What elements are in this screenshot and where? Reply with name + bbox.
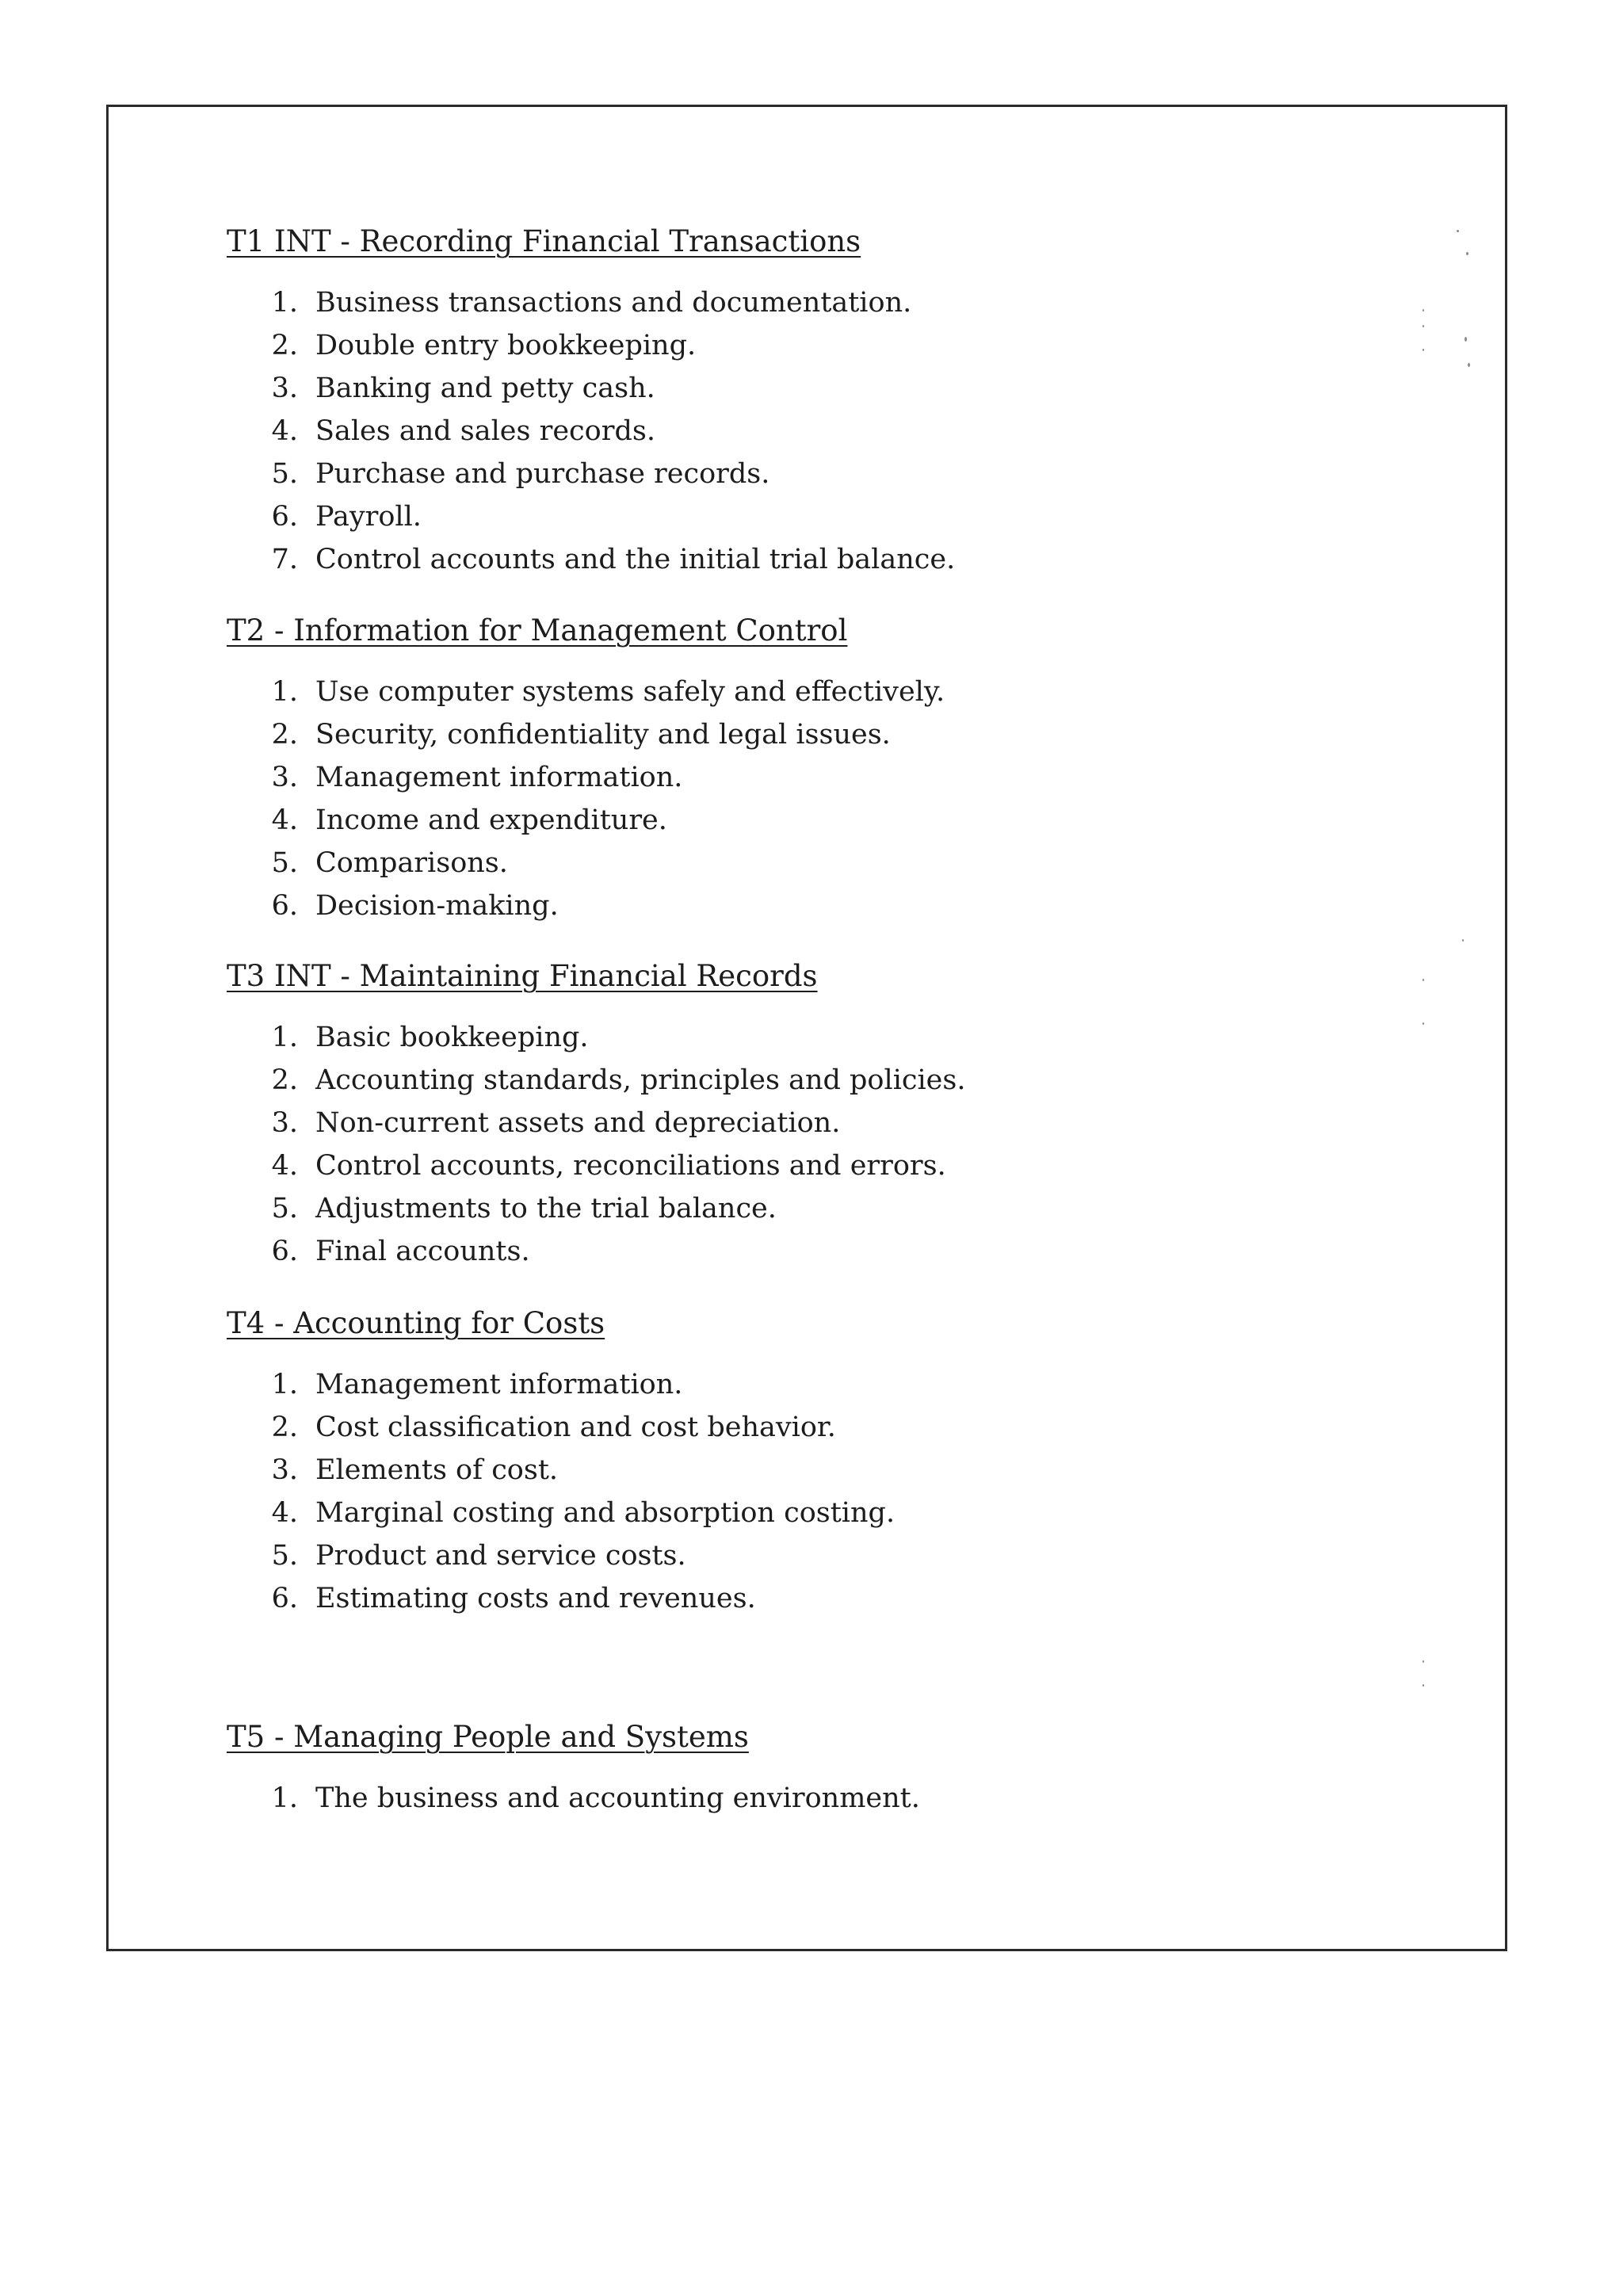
item-list xyxy=(227,1363,1336,1620)
list-item xyxy=(227,756,1336,799)
item-list xyxy=(227,1016,1336,1273)
item-text: Estimating costs and revenues. xyxy=(315,1583,756,1614)
list-item xyxy=(227,1492,1336,1534)
item-number: 5. xyxy=(271,458,298,490)
item-number: 4. xyxy=(271,415,298,447)
item-text: Product and service costs. xyxy=(315,1540,686,1572)
list-item xyxy=(227,1102,1336,1144)
item-text: Accounting standards, principles and policies. xyxy=(315,1064,966,1096)
section-heading: T4 - Accounting for Costs xyxy=(227,1306,605,1340)
item-text: Control accounts, reconciliations and errors. xyxy=(315,1150,946,1182)
item-list xyxy=(227,281,1336,581)
item-number: 3. xyxy=(271,1107,298,1139)
item-number: 1. xyxy=(271,287,298,319)
list-item xyxy=(227,324,1336,367)
item-number: 1. xyxy=(271,1369,298,1400)
item-number: 1. xyxy=(271,1022,298,1053)
item-text: Final accounts. xyxy=(315,1236,530,1267)
item-text: Business transactions and documentation. xyxy=(315,287,912,319)
item-list xyxy=(227,670,1336,927)
item-number: 3. xyxy=(271,762,298,793)
item-number: 5. xyxy=(271,1540,298,1572)
list-item xyxy=(227,281,1336,324)
item-number: 6. xyxy=(271,501,298,533)
item-text: Basic bookkeeping. xyxy=(315,1022,589,1053)
list-item xyxy=(227,713,1336,756)
list-item xyxy=(227,842,1336,884)
item-text: Cost classification and cost behavior. xyxy=(315,1412,836,1443)
item-number: 2. xyxy=(271,1064,298,1096)
list-item xyxy=(227,799,1336,842)
section-t2 xyxy=(227,613,1336,922)
list-item xyxy=(227,670,1336,713)
item-list xyxy=(227,1777,1336,1820)
item-text: Sales and sales records. xyxy=(315,415,655,447)
item-number: 7. xyxy=(271,544,298,575)
list-item xyxy=(227,453,1336,495)
list-item xyxy=(227,1406,1336,1449)
item-text: Use computer systems safely and effectively. xyxy=(315,676,945,708)
list-item xyxy=(227,410,1336,453)
list-item xyxy=(227,367,1336,410)
list-item xyxy=(227,1187,1336,1230)
item-number: 4. xyxy=(271,1150,298,1182)
item-number: 2. xyxy=(271,330,298,361)
section-t3 xyxy=(227,959,1336,1267)
item-number: 5. xyxy=(271,847,298,879)
item-text: Elements of cost. xyxy=(315,1454,559,1486)
item-number: 2. xyxy=(271,1412,298,1443)
item-number: 3. xyxy=(271,372,298,404)
section-t5 xyxy=(227,1720,1336,1814)
section-heading: T1 INT - Recording Financial Transactions xyxy=(227,224,861,258)
item-number: 5. xyxy=(271,1193,298,1224)
list-item xyxy=(227,1777,1336,1820)
item-text: Income and expenditure. xyxy=(315,804,667,836)
item-text: Adjustments to the trial balance. xyxy=(315,1193,777,1224)
item-text: The business and accounting environment. xyxy=(315,1782,920,1814)
item-text: Marginal costing and absorption costing. xyxy=(315,1497,896,1529)
list-item xyxy=(227,1059,1336,1102)
item-number: 2. xyxy=(271,719,298,751)
item-number: 1. xyxy=(271,1782,298,1814)
item-number: 4. xyxy=(271,1497,298,1529)
item-text: Decision-making. xyxy=(315,890,559,922)
list-item xyxy=(227,884,1336,927)
section-heading: T3 INT - Maintaining Financial Records xyxy=(227,959,818,993)
section-heading: T5 - Managing People and Systems xyxy=(227,1720,749,1754)
item-number: 6. xyxy=(271,1583,298,1614)
item-number: 6. xyxy=(271,1236,298,1267)
section-t1 xyxy=(227,224,1336,575)
item-number: 3. xyxy=(271,1454,298,1486)
item-text: Payroll. xyxy=(315,501,422,533)
item-text: Banking and petty cash. xyxy=(315,372,655,404)
list-item xyxy=(227,1144,1336,1187)
section-heading: T2 - Information for Management Control xyxy=(227,613,848,648)
section-t4 xyxy=(227,1306,1336,1614)
list-item xyxy=(227,495,1336,538)
item-text: Security, confidentiality and legal issues. xyxy=(315,719,891,751)
item-text: Non-current assets and depreciation. xyxy=(315,1107,841,1139)
item-text: Double entry bookkeeping. xyxy=(315,330,697,361)
item-text: Purchase and purchase records. xyxy=(315,458,770,490)
list-item xyxy=(227,1363,1336,1406)
item-text: Management information. xyxy=(315,762,683,793)
item-text: Control accounts and the initial trial balance. xyxy=(315,544,956,575)
list-item xyxy=(227,1577,1336,1620)
list-item xyxy=(227,538,1336,581)
item-number: 6. xyxy=(271,890,298,922)
item-number: 1. xyxy=(271,676,298,708)
item-number: 4. xyxy=(271,804,298,836)
list-item xyxy=(227,1534,1336,1577)
list-item xyxy=(227,1230,1336,1273)
item-text: Management information. xyxy=(315,1369,683,1400)
list-item xyxy=(227,1016,1336,1059)
list-item xyxy=(227,1449,1336,1492)
item-text: Comparisons. xyxy=(315,847,508,879)
